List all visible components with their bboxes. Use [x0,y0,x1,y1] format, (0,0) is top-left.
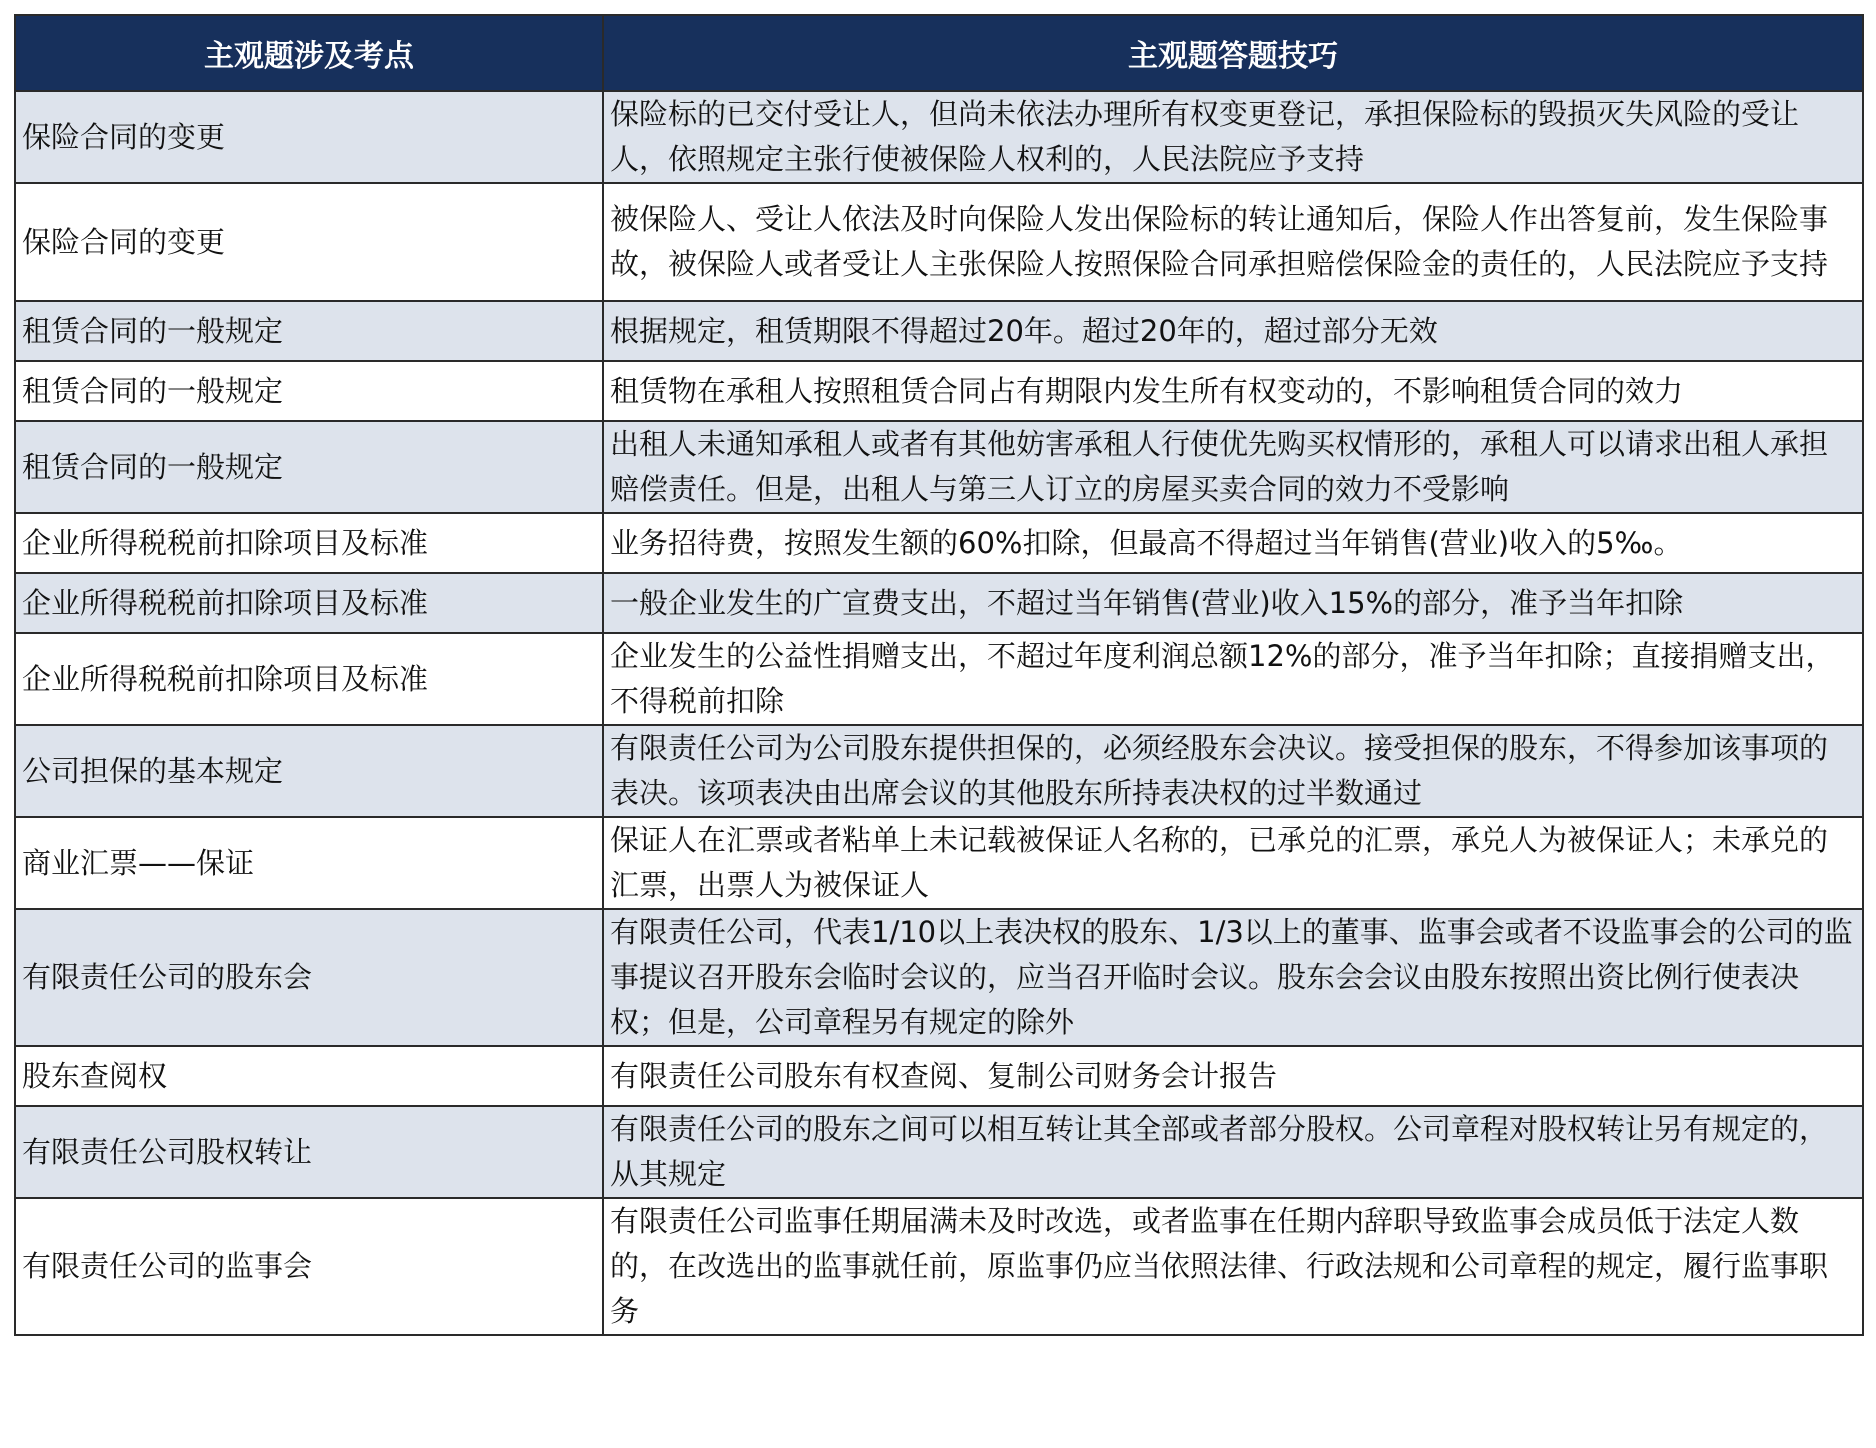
row-tip: 根据规定，租赁期限不得超过20年。超过20年的，超过部分无效 [603,301,1863,361]
row-tip: 有限责任公司的股东之间可以相互转让其全部或者部分股权。公司章程对股权转让另有规定的，从其规定 [603,1106,1863,1198]
row-topic: 有限责任公司的股东会 [15,909,603,1046]
row-tip: 租赁物在承租人按照租赁合同占有期限内发生所有权变动的，不影响租赁合同的效力 [603,361,1863,421]
row-tip: 业务招待费，按照发生额的60%扣除，但最高不得超过当年销售(营业)收入的5‰。 [603,513,1863,573]
table-row [15,817,1863,909]
row-tip: 保险标的已交付受让人，但尚未依法办理所有权变更登记，承担保险标的毁损灭失风险的受让人，依照规定主张行使被保险人权利的，人民法院应予支持 [603,91,1863,183]
row-tip: 有限责任公司为公司股东提供担保的，必须经股东会决议。接受担保的股东，不得参加该事项的表决。该项表决由出席会议的其他股东所持表决权的过半数通过 [603,725,1863,817]
knowledge-table [14,14,1864,1336]
table-row [15,1046,1863,1106]
table-header-row [15,15,1863,91]
table-row [15,633,1863,725]
table-row [15,361,1863,421]
row-topic: 租赁合同的一般规定 [15,301,603,361]
table-row [15,909,1863,1046]
row-tip: 被保险人、受让人依法及时向保险人发出保险标的转让通知后，保险人作出答复前，发生保险事故，被保险人或者受让人主张保险人按照保险合同承担赔偿保险金的责任的，人民法院应予支持 [603,183,1863,301]
table-row [15,1198,1863,1335]
table-row [15,573,1863,633]
row-topic: 企业所得税税前扣除项目及标准 [15,633,603,725]
header-tip: 主观题答题技巧 [603,15,1863,91]
table-row [15,183,1863,301]
row-topic: 有限责任公司股权转让 [15,1106,603,1198]
row-topic: 租赁合同的一般规定 [15,361,603,421]
table-row [15,513,1863,573]
row-topic: 公司担保的基本规定 [15,725,603,817]
row-topic: 企业所得税税前扣除项目及标准 [15,513,603,573]
row-topic: 有限责任公司的监事会 [15,1198,603,1335]
row-topic: 企业所得税税前扣除项目及标准 [15,573,603,633]
table-row [15,301,1863,361]
row-tip: 保证人在汇票或者粘单上未记载被保证人名称的，已承兑的汇票，承兑人为被保证人；未承兑的汇票，出票人为被保证人 [603,817,1863,909]
row-tip: 有限责任公司股东有权查阅、复制公司财务会计报告 [603,1046,1863,1106]
row-tip: 出租人未通知承租人或者有其他妨害承租人行使优先购买权情形的，承租人可以请求出租人承担赔偿责任。但是，出租人与第三人订立的房屋买卖合同的效力不受影响 [603,421,1863,513]
row-tip: 有限责任公司，代表1/10以上表决权的股东、1/3以上的董事、监事会或者不设监事会的公司的监事提议召开股东会临时会议的，应当召开临时会议。股东会会议由股东按照出资比例行使表决权；但是，公司章程另有规定的除外 [603,909,1863,1046]
row-topic: 股东查阅权 [15,1046,603,1106]
table-row [15,725,1863,817]
table-row [15,91,1863,183]
row-topic: 保险合同的变更 [15,183,603,301]
row-topic: 租赁合同的一般规定 [15,421,603,513]
knowledge-table-container [14,14,1862,1336]
row-topic: 商业汇票——保证 [15,817,603,909]
row-tip: 企业发生的公益性捐赠支出，不超过年度利润总额12%的部分，准予当年扣除；直接捐赠支出，不得税前扣除 [603,633,1863,725]
row-tip: 有限责任公司监事任期届满未及时改选，或者监事在任期内辞职导致监事会成员低于法定人数的，在改选出的监事就任前，原监事仍应当依照法律、行政法规和公司章程的规定，履行监事职务 [603,1198,1863,1335]
table-row [15,1106,1863,1198]
header-topic: 主观题涉及考点 [15,15,603,91]
table-row [15,421,1863,513]
row-tip: 一般企业发生的广宣费支出，不超过当年销售(营业)收入15%的部分，准予当年扣除 [603,573,1863,633]
row-topic: 保险合同的变更 [15,91,603,183]
